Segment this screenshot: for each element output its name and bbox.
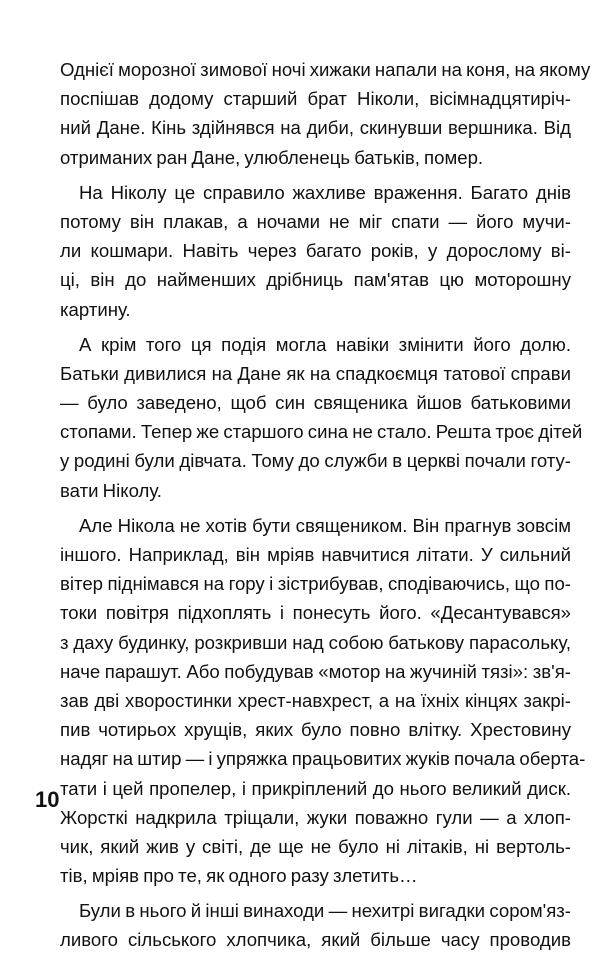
text-line: Але Нікола не хотів бути священиком. Він прагнув зовсім: [79, 514, 571, 536]
text-line: з даху будинку, розкривши над собою батькову парасольку,: [60, 631, 571, 653]
text-line: тати і цей пропелер, і прикріплений до нього великий диск.: [60, 777, 571, 799]
text-line: потому він плакав, а ночами не міг спати — його мучи-: [60, 210, 571, 232]
text-line: ці, він до найменших дрібниць пам'ятав цю моторошну: [60, 269, 571, 291]
text-line: отриманих ран Дане, улюбленець батьків, помер.: [60, 146, 484, 168]
text-line: у родині були дівчата. Тому до служби в церкві почали готу-: [60, 450, 571, 472]
text-line: Батьки дивилися на Дане як на спадкоємця татової справи: [60, 362, 571, 384]
text-line: А крім того ця подія могла навіки змінити його долю.: [79, 333, 571, 355]
paragraph: [60, 330, 583, 505]
text-line: тів, мріяв про те, як одного разу злетить…: [60, 865, 418, 887]
text-line: Однієї морозної зимової ночі хижаки напали на коня, на якому: [60, 59, 591, 80]
paragraph: [60, 511, 586, 890]
text-line: ли кошмари. Навіть через багато років, у дорослому ві-: [60, 240, 571, 262]
text-line: зав дві хворостинки хрест-навхрест, а на їхніх кінцях закрі-: [60, 689, 571, 711]
text-line: іншого. Наприклад, він мріяв навчитися літати. У сильний: [60, 544, 571, 565]
text-line: На Ніколу це справило жахливе враження. Багато днів: [79, 181, 571, 203]
paragraph: [60, 178, 571, 324]
text-line: надяг на штир — і упряжка працьовитих жуків почала оберта-: [60, 748, 586, 770]
text-line: вати Ніколу.: [60, 479, 162, 501]
text-line: ливого сільського хлопчика, який більше часу проводив: [60, 929, 571, 951]
body-text: [60, 55, 591, 961]
text-line: наче парашут. Або побудував «мотор на жучиній тязі»: зв'я-: [60, 660, 571, 682]
text-line: чик, який жив у світі, де ще не було ні літаків, ні вертоль-: [60, 835, 571, 857]
text-line: поспішав додому старший брат Ніколи, вісімнадцятиріч-: [60, 88, 571, 110]
paragraph: [60, 896, 571, 954]
text-line: Жорсткі надкрила тріщали, жуки поважно гули — а хлоп-: [60, 806, 571, 828]
text-line: картину.: [60, 298, 131, 320]
paragraph: [60, 55, 591, 172]
text-line: Були в нього й інші винаходи — нехитрі вигадки сором'яз-: [79, 900, 571, 922]
text-line: ний Дане. Кінь здійнявся на диби, скинувши вершника. Від: [60, 117, 571, 139]
text-line: токи повітря підхоплять і понесуть його. «Десантувався»: [60, 602, 571, 624]
text-line: — було заведено, щоб син священика йшов батьковими: [60, 392, 571, 414]
text-line: вітер піднімався на гору і зістрибував, сподіваючись, що по-: [60, 573, 571, 595]
text-line: пив чотирьох хрущів, яких було повно влітку. Хрестовину: [60, 719, 571, 741]
text-line: стопами. Тепер же старшого сина не стало. Решта троє дітей: [60, 421, 583, 443]
page-number: 10: [35, 787, 60, 812]
